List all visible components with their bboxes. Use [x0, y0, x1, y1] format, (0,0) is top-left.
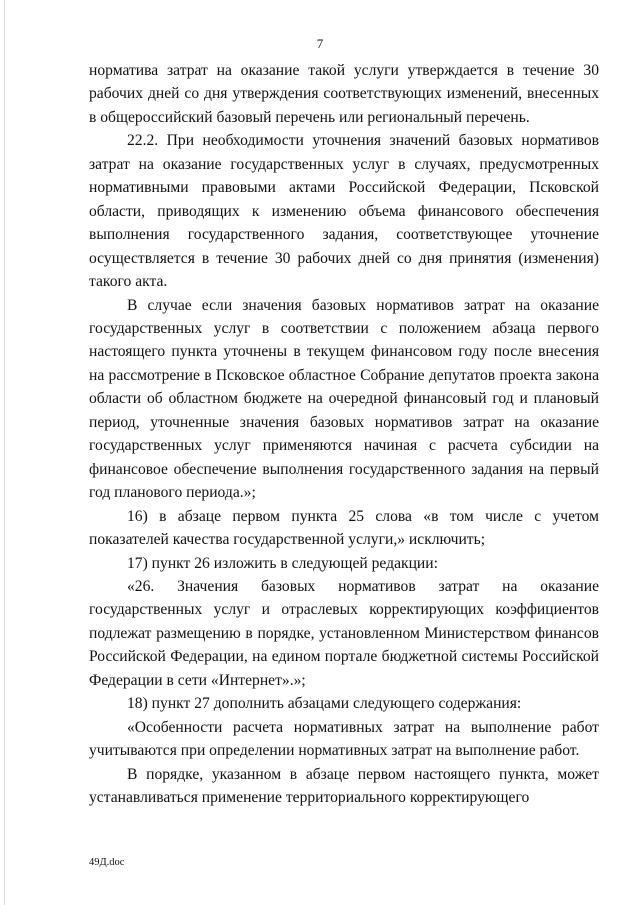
- paragraph-3: В случае если значения базовых нормативов затрат на оказание государственных услуг в соответствии с положением абзаца первого настоящего пункта уточнены в текущем финансовом году после внесения на рассмотрение в Псковское областное Собрание депутатов проекта закона области об областном бюджете на очередной финансовый год и плановый период, уточненные значения базовых нормативов затрат на оказание государственных услуг применяются начиная с расчета субсидии на финансовое обеспечение выполнения государственного задания на первый год планового периода.»;: [89, 296, 599, 502]
- paragraph-4: 16) в абзаце первом пункта 25 слова «в том числе с учетом показателей качества государственной услуги,» исключить;: [89, 507, 599, 549]
- paragraph-9: В порядке, указанном в абзаце первом настоящего пункта, может устанавливаться применение территориального корректирующего: [89, 765, 599, 807]
- paragraph-1: норматива затрат на оказание такой услуги утверждается в течение 30 рабочих дней со дня утверждения соответствующих изменений, внесенных в общероссийский базовый перечень или региональный перечень.: [89, 62, 599, 126]
- paragraph-7: 18) пункт 27 дополнить абзацами следующего содержания:: [127, 695, 522, 713]
- paragraph-5: 17) пункт 26 изложить в следующей редакции:: [127, 554, 438, 572]
- document-body: [89, 59, 599, 810]
- page-number: 7: [316, 36, 324, 51]
- paragraph-2: 22.2. При необходимости уточнения значений базовых нормативов затрат на оказание государственных услуг в случаях, предусмотренных нормативными правовыми актами Российской Федерации, Псковской области, приводящих к изменению объема финансового обеспечения выполнения государственного задания, соответствующее уточнение осуществляется в течение 30 рабочих дней со дня принятия (изменения) такого акта.: [89, 132, 599, 291]
- file-name-footer: 49Д.doc: [89, 857, 125, 868]
- paragraph-8: «Особенности расчета нормативных затрат на выполнение работ учитываются при определении нормативных затрат на выполнение работ.: [89, 718, 599, 760]
- paragraph-6: «26. Значения базовых нормативов затрат на оказание государственных услуг и отраслевых корректирующих коэффициентов подлежат размещению в порядке, установленном Министерством финансов Российской Федерации, на едином портале бюджетной системы Российской Федерации в сети «Интернет».»;: [89, 577, 599, 689]
- scan-edge: [4, 0, 5, 905]
